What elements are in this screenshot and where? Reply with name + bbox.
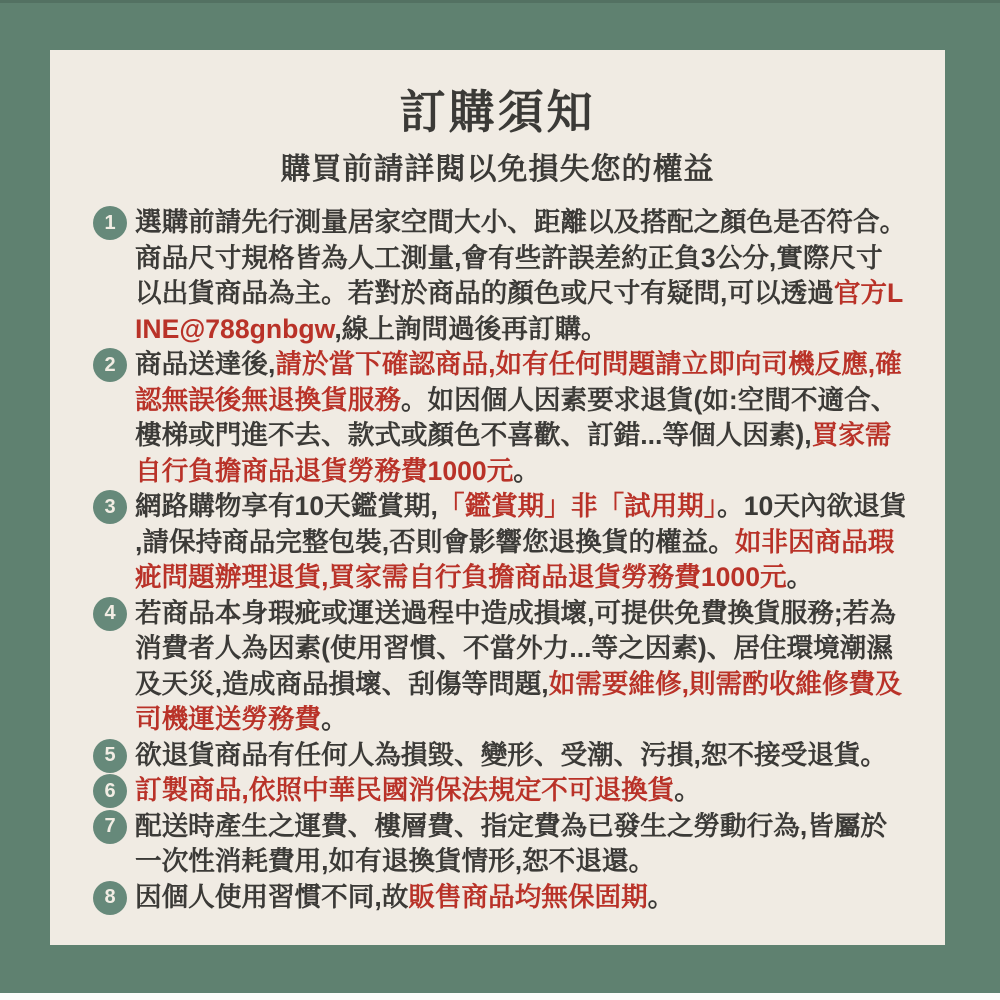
notice-item-6 — [93, 773, 907, 809]
body-text: 。如因個人因素要求退貨(如:空間不適合、樓梯或門進不去、款式或顏色不喜歡、訂錯...等個人因素), — [135, 384, 898, 450]
highlight-text: 訂製商品,依照中華民國消保法規定不可退換貨 — [135, 775, 675, 805]
body-text: 。 — [321, 704, 348, 734]
bottom-edge-artifact — [0, 993, 1000, 1000]
body-text: 。 — [786, 562, 814, 592]
body-text: 網路購物享有10天鑑賞期, — [135, 491, 438, 521]
page-title: 訂購須知 — [399, 86, 596, 138]
notice-item-3 — [93, 489, 907, 596]
highlight-text: 販售商品均無保固期 — [408, 881, 648, 912]
body-text: 欲退貨商品有任何人為損毀、變形、受潮、污損,恕不接受退貨。 — [135, 739, 888, 770]
highlight-text: 「鑑賞期」非「試用期」 — [437, 491, 718, 521]
notice-card — [50, 50, 945, 945]
notice-item-7 — [93, 809, 907, 880]
body-text: 。 — [647, 881, 675, 912]
item-number-badge: 2 — [93, 348, 127, 382]
highlight-text: 如非因商品瑕疵問題辦理退貨,買家需自行負擔商品退貨勞務費1000元 — [135, 526, 895, 592]
item-text — [135, 880, 907, 916]
notice-list — [93, 205, 907, 915]
notice-item-1 — [93, 205, 907, 347]
body-text: 。 — [674, 775, 701, 805]
item-text — [135, 489, 907, 596]
notice-item-8 — [93, 880, 907, 916]
body-text: 因個人使用習慣不同,故 — [135, 881, 409, 912]
page-subtitle: 購買前請詳閱以免損失您的權益 — [280, 153, 715, 186]
body-text: 選購前請先行測量居家空間大小、距離以及搭配之顏色是否符合。商品尺寸規格皆為人工測量,會有些許誤差約正負3公分,實際尺寸以出貨商品為主。若對於商品的顏色或尺寸有疑問,可以透過 — [135, 207, 907, 308]
body-text: 商品送達後, — [135, 349, 276, 379]
notice-item-5 — [93, 738, 907, 774]
item-number-badge: 1 — [93, 206, 127, 240]
item-number-badge: 5 — [93, 739, 127, 773]
body-text: 配送時產生之運費、樓層費、指定費為已發生之勞動行為,皆屬於一次性消耗費用,如有退換貨情形,恕不退還。 — [135, 810, 888, 876]
highlight-text: 請於當下確認商品,如有任何問題請立即向司機反應,確認無誤後無退換貨服務 — [135, 349, 902, 415]
notice-item-4 — [93, 596, 907, 738]
item-number-badge: 3 — [93, 490, 127, 524]
highlight-text: 買家需自行負擔商品退貨勞務費1000元 — [135, 420, 892, 486]
body-text: 。10天內欲退貨,請保持商品完整包裝,否則會影響您退換貨的權益。 — [135, 491, 907, 557]
highlight-text: 如需要維修,則需酌收維修費及司機運送勞務費 — [135, 668, 902, 734]
notice-item-2 — [93, 347, 907, 489]
body-text: ,線上詢問過後再訂購。 — [334, 313, 608, 344]
item-number-badge: 4 — [93, 597, 127, 631]
body-text: 。 — [513, 455, 540, 486]
item-number-badge: 7 — [93, 810, 127, 844]
item-text — [135, 596, 907, 738]
item-text — [135, 347, 907, 489]
highlight-text: 官方LINE@788gnbgw — [135, 278, 904, 344]
item-text — [135, 205, 907, 347]
item-text — [135, 809, 907, 880]
item-number-badge: 8 — [93, 881, 127, 915]
body-text: 若商品本身瑕疵或運送過程中造成損壞,可提供免費換貨服務;若為消費者人為因素(使用習慣、不當外力...等之因素)、居住環境潮濕及天災,造成商品損壞、刮傷等問題, — [135, 597, 896, 699]
item-number-badge: 6 — [93, 774, 127, 808]
top-edge-artifact — [0, 0, 1000, 3]
item-text — [135, 738, 907, 774]
item-text — [135, 773, 907, 809]
